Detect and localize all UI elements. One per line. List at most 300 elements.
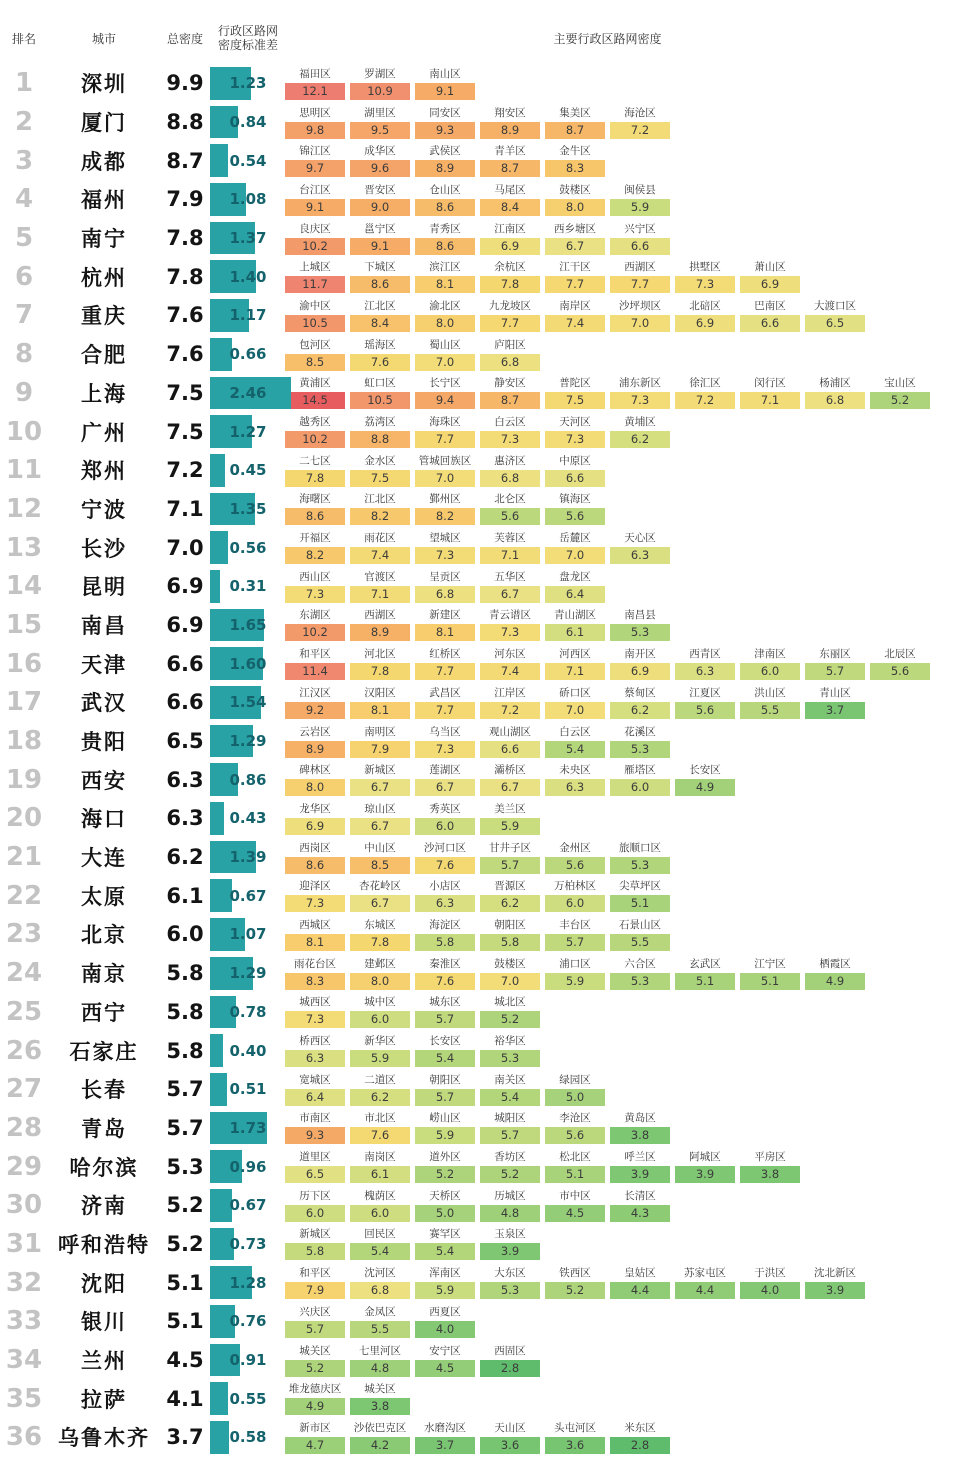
district-name: 万柏林区: [554, 880, 596, 893]
district-name: 南关区: [494, 1073, 526, 1086]
district-density-value: 6.8: [480, 354, 540, 371]
district-name: 江汉区: [299, 686, 331, 699]
district-cell: [545, 454, 605, 487]
column-header-rank: 排名: [11, 32, 36, 46]
district-density-value: 8.9: [415, 160, 475, 177]
district-density-value: 5.2: [415, 1166, 475, 1183]
district-name: 铁西区: [559, 1267, 591, 1280]
city-row: [0, 451, 972, 490]
district-name: 津南区: [754, 648, 786, 661]
district-name: 荔湾区: [364, 416, 396, 429]
district-density-value: 14.5: [285, 392, 345, 409]
district-name: 新城区: [299, 1228, 331, 1241]
total-density-value: 8.7: [166, 148, 204, 173]
district-cell: [545, 299, 605, 332]
total-density-value: 6.3: [166, 806, 204, 831]
district-name: 和平区: [299, 648, 331, 661]
district-name: 晋源区: [494, 880, 526, 893]
rank-number: 26: [5, 1035, 43, 1066]
district-density-value: 7.6: [415, 973, 475, 990]
rank-number: 23: [5, 919, 43, 950]
district-name: 同安区: [429, 106, 461, 119]
district-name: 呈贡区: [429, 570, 461, 583]
district-cell: [350, 570, 410, 603]
std-dev-value: 1.54: [229, 693, 267, 712]
std-header-line2: 密度标准差: [217, 38, 278, 52]
district-density-value: 7.2: [480, 702, 540, 719]
district-name: 六合区: [624, 957, 656, 970]
district-cell: [415, 1111, 475, 1144]
std-dev-value: 2.46: [229, 383, 267, 402]
city-name: 宁波: [81, 497, 127, 522]
district-name: 兴宁区: [624, 222, 656, 235]
city-row: [0, 644, 972, 683]
district-name: 城中区: [364, 996, 396, 1009]
city-name: 乌鲁木齐: [58, 1426, 150, 1451]
district-name: 江干区: [559, 261, 591, 274]
district-density-value: 7.0: [415, 470, 475, 487]
district-density-value: 6.7: [480, 586, 540, 603]
district-name: 萧山区: [754, 261, 786, 274]
district-density-value: 5.2: [285, 1360, 345, 1377]
district-cell: [285, 1150, 345, 1183]
district-name: 浦东新区: [619, 377, 661, 390]
district-list: [285, 1266, 865, 1299]
district-cell: [610, 299, 670, 332]
district-cell: [415, 222, 475, 255]
district-cell: [610, 879, 670, 912]
district-density-value: 5.1: [545, 1166, 605, 1183]
district-cell: [415, 1266, 475, 1299]
district-list: [285, 608, 670, 641]
district-density-value: 7.8: [480, 276, 540, 293]
district-list: [285, 1421, 670, 1454]
district-density-value: 9.5: [350, 122, 410, 139]
district-cell: [480, 802, 540, 835]
district-name: 美兰区: [494, 802, 526, 815]
district-name: 新华区: [364, 1035, 396, 1048]
district-density-value: 10.5: [350, 392, 410, 409]
std-dev-value: 0.54: [229, 151, 267, 170]
district-name: 北仑区: [494, 493, 526, 506]
district-cell: [285, 1073, 345, 1106]
district-cell: [610, 415, 670, 448]
district-density-value: 11.4: [285, 663, 345, 680]
district-cell: [285, 879, 345, 912]
city-name: 福州: [81, 188, 127, 213]
district-density-value: 8.6: [350, 276, 410, 293]
district-cell: [285, 183, 345, 216]
district-density-value: 5.5: [740, 702, 800, 719]
std-dev-bar-zone: [210, 722, 285, 761]
district-name: 黄岛区: [624, 1112, 656, 1125]
city-row: [0, 1341, 972, 1380]
district-cell: [415, 531, 475, 564]
district-cell: [350, 1266, 410, 1299]
district-name: 思明区: [299, 106, 331, 119]
district-name: 琼山区: [364, 802, 396, 815]
district-density-value: 3.9: [805, 1282, 865, 1299]
district-density-value: 6.7: [545, 238, 605, 255]
district-cell: [610, 1189, 670, 1222]
district-cell: [610, 686, 670, 719]
district-cell: [610, 1111, 670, 1144]
district-name: 城东区: [429, 996, 461, 1009]
district-name: 北辰区: [884, 648, 916, 661]
district-cell: [350, 1382, 410, 1415]
city-row: [0, 490, 972, 529]
district-density-value: 9.2: [285, 702, 345, 719]
rank-number: 22: [5, 880, 43, 911]
district-cell: [545, 725, 605, 758]
district-density-value: 6.2: [480, 895, 540, 912]
district-cell: [610, 106, 670, 139]
district-cell: [285, 299, 345, 332]
district-density-value: 7.3: [610, 392, 670, 409]
district-density-value: 6.1: [545, 624, 605, 641]
district-density-value: 8.3: [285, 973, 345, 990]
district-name: 沙依巴克区: [353, 1421, 407, 1434]
district-cell: [285, 338, 345, 371]
city-row: [0, 412, 972, 451]
district-density-value: 10.2: [285, 624, 345, 641]
district-list: [285, 338, 540, 371]
district-name: 鼓楼区: [494, 957, 526, 970]
district-name: 阿城区: [689, 1151, 721, 1164]
city-name: 长春: [81, 1078, 127, 1103]
std-dev-bar-zone: [210, 760, 285, 799]
district-density-value: 2.8: [480, 1360, 540, 1377]
std-dev-value: 1.60: [229, 654, 267, 673]
district-cell: [285, 415, 345, 448]
std-dev-value: 0.51: [229, 1080, 267, 1099]
district-name: 七里河区: [359, 1344, 401, 1357]
district-name: 芙蓉区: [494, 532, 526, 545]
district-cell: [415, 841, 475, 874]
total-density-value: 6.0: [166, 922, 204, 947]
district-cell: [350, 183, 410, 216]
city-name: 重庆: [81, 304, 127, 329]
district-name: 灞桥区: [494, 764, 526, 777]
district-density-value: 8.9: [285, 741, 345, 758]
district-list: [285, 1344, 540, 1377]
district-name: 沙河口区: [424, 841, 466, 854]
district-name: 沈北新区: [814, 1267, 856, 1280]
district-cell: [415, 647, 475, 680]
district-density-value: 8.6: [415, 199, 475, 216]
district-density-value: 6.0: [350, 1011, 410, 1028]
district-cell: [480, 1227, 540, 1260]
rank-number: 12: [5, 493, 43, 524]
district-density-value: 9.0: [350, 199, 410, 216]
district-name: 云岩区: [299, 725, 331, 738]
district-name: 市北区: [364, 1112, 396, 1125]
district-density-value: 9.6: [350, 160, 410, 177]
district-density-value: 7.4: [350, 547, 410, 564]
district-cell: [350, 1073, 410, 1106]
total-density-value: 6.6: [166, 651, 204, 676]
district-density-value: 4.5: [415, 1360, 475, 1377]
district-name: 玄武区: [689, 957, 721, 970]
district-cell: [285, 1266, 345, 1299]
district-name: 静安区: [494, 377, 526, 390]
rank-number: 8: [14, 339, 34, 370]
std-dev-value: 1.29: [229, 732, 267, 751]
district-name: 福田区: [299, 67, 331, 80]
district-cell: [545, 1111, 605, 1144]
district-name: 北碚区: [689, 299, 721, 312]
city-name: 成都: [81, 149, 127, 174]
district-density-value: 6.2: [610, 431, 670, 448]
district-cell: [415, 1073, 475, 1106]
district-list: [285, 299, 865, 332]
rank-number: 1: [14, 68, 34, 99]
table-header: [0, 0, 972, 64]
district-name: 晋安区: [364, 183, 396, 196]
district-density-value: 8.6: [285, 508, 345, 525]
district-name: 中原区: [559, 454, 591, 467]
district-density-value: 5.7: [545, 934, 605, 951]
district-name: 镇海区: [559, 493, 591, 506]
district-name: 硚口区: [559, 686, 591, 699]
std-dev-value: 0.78: [229, 1002, 267, 1021]
district-density-value: 12.1: [285, 83, 345, 100]
district-density-value: 5.2: [870, 392, 930, 409]
std-dev-value: 1.65: [229, 615, 267, 634]
district-density-value: 5.3: [610, 624, 670, 641]
std-dev-bar-zone: [210, 296, 285, 335]
district-name: 历下区: [299, 1189, 331, 1202]
district-density-value: 7.5: [350, 470, 410, 487]
district-density-value: 9.3: [415, 122, 475, 139]
district-name: 杏花岭区: [359, 880, 401, 893]
district-density-value: 7.4: [545, 315, 605, 332]
rank-number: 19: [5, 764, 43, 795]
district-cell: [285, 144, 345, 177]
district-name: 南明区: [364, 725, 396, 738]
district-cell: [805, 1266, 865, 1299]
district-density-value: 4.9: [675, 779, 735, 796]
district-cell: [285, 1034, 345, 1067]
district-list: [285, 531, 670, 564]
district-name: 拱墅区: [689, 261, 721, 274]
std-dev-value: 0.55: [229, 1389, 267, 1408]
city-row: [0, 683, 972, 722]
district-density-value: 9.1: [350, 238, 410, 255]
district-density-value: 4.4: [610, 1282, 670, 1299]
district-density-value: 8.6: [415, 238, 475, 255]
district-density-value: 4.3: [610, 1205, 670, 1222]
district-name: 鄞州区: [429, 493, 461, 506]
rank-number: 10: [5, 416, 43, 447]
rank-number: 25: [5, 996, 43, 1027]
district-name: 雨花台区: [294, 957, 336, 970]
district-cell: [350, 1189, 410, 1222]
district-name: 南昌县: [624, 609, 656, 622]
total-density-value: 5.7: [166, 1115, 204, 1140]
district-cell: [415, 570, 475, 603]
district-cell: [350, 1305, 410, 1338]
district-name: 尖草坪区: [619, 880, 661, 893]
total-density-value: 6.6: [166, 690, 204, 715]
total-density-value: 7.1: [166, 496, 204, 521]
rank-number: 32: [5, 1267, 43, 1298]
district-cell: [545, 415, 605, 448]
district-density-value: 8.0: [415, 315, 475, 332]
city-name: 深圳: [81, 72, 127, 97]
total-density-value: 7.8: [166, 264, 204, 289]
district-cell: [545, 763, 605, 796]
std-dev-value: 1.08: [229, 190, 267, 209]
district-name: 天心区: [624, 532, 656, 545]
city-row: [0, 141, 972, 180]
district-cell: [350, 376, 410, 409]
district-name: 浦口区: [559, 957, 591, 970]
district-density-value: 8.7: [480, 392, 540, 409]
district-cell: [415, 995, 475, 1028]
district-density-value: 4.5: [545, 1205, 605, 1222]
district-list: [285, 260, 800, 293]
district-name: 建邺区: [364, 957, 396, 970]
district-name: 朝阳区: [429, 1073, 461, 1086]
district-density-value: 3.7: [805, 702, 865, 719]
district-density-value: 8.4: [480, 199, 540, 216]
city-name: 沈阳: [81, 1271, 127, 1296]
city-row: [0, 954, 972, 993]
district-list: [285, 67, 475, 100]
district-density-value: 3.9: [675, 1166, 735, 1183]
district-cell: [480, 995, 540, 1028]
district-name: 回民区: [364, 1228, 396, 1241]
city-row: [0, 993, 972, 1032]
total-density-value: 5.1: [166, 1309, 204, 1334]
district-density-value: 5.7: [415, 1011, 475, 1028]
std-dev-bar-zone: [210, 1302, 285, 1341]
district-cell: [545, 222, 605, 255]
total-density-value: 7.9: [166, 187, 204, 212]
district-density-value: 6.5: [805, 315, 865, 332]
district-density-value: 6.0: [740, 663, 800, 680]
district-density-value: 7.3: [480, 624, 540, 641]
district-density-value: 6.9: [285, 818, 345, 835]
district-cell: [415, 454, 475, 487]
district-name: 杨浦区: [819, 377, 851, 390]
district-cell: [350, 1034, 410, 1067]
district-cell: [415, 1344, 475, 1377]
district-name: 西城区: [299, 918, 331, 931]
district-density-value: 5.9: [545, 973, 605, 990]
district-density-value: 7.5: [545, 392, 605, 409]
total-density-value: 8.8: [166, 110, 204, 135]
district-cell: [480, 1150, 540, 1183]
district-list: [285, 106, 670, 139]
rank-number: 3: [14, 145, 34, 176]
district-list: [285, 1189, 670, 1222]
district-density-value: 8.1: [415, 276, 475, 293]
district-cell: [350, 1344, 410, 1377]
district-name: 金凤区: [364, 1305, 396, 1318]
district-name: 江宁区: [754, 957, 786, 970]
district-cell: [350, 1421, 410, 1454]
district-density-value: 7.3: [285, 895, 345, 912]
district-name: 松北区: [559, 1151, 591, 1164]
district-name: 五华区: [494, 570, 526, 583]
district-density-value: 7.2: [610, 122, 670, 139]
district-list: [285, 995, 540, 1028]
district-density-value: 5.4: [350, 1243, 410, 1260]
district-density-value: 9.7: [285, 160, 345, 177]
city-row: [0, 335, 972, 374]
district-density-value: 5.0: [545, 1089, 605, 1106]
district-name: 裕华区: [494, 1035, 526, 1048]
district-name: 良庆区: [299, 222, 331, 235]
district-cell: [285, 995, 345, 1028]
district-cell: [480, 918, 540, 951]
city-name: 长沙: [81, 536, 127, 561]
district-density-value: 8.1: [285, 934, 345, 951]
district-name: 观山湖区: [489, 725, 531, 738]
district-cell: [480, 608, 540, 641]
city-row: [0, 1031, 972, 1070]
district-density-value: 8.0: [285, 779, 345, 796]
std-dev-bar-zone: [210, 1186, 285, 1225]
city-name: 南昌: [81, 613, 127, 638]
district-name: 长宁区: [429, 377, 461, 390]
district-name: 东丽区: [819, 648, 851, 661]
district-density-value: 7.0: [480, 973, 540, 990]
district-name: 红桥区: [429, 648, 461, 661]
district-cell: [480, 338, 540, 371]
std-dev-bar-zone: [210, 915, 285, 954]
district-density-value: 7.3: [415, 741, 475, 758]
city-name: 天津: [81, 652, 127, 677]
city-row: [0, 1379, 972, 1418]
district-name: 秀英区: [429, 802, 461, 815]
district-name: 黄浦区: [299, 377, 331, 390]
district-cell: [415, 686, 475, 719]
std-dev-bar-zone: [210, 374, 285, 413]
district-cell: [545, 1073, 605, 1106]
district-name: 越秀区: [299, 416, 331, 429]
city-row: [0, 1109, 972, 1148]
district-name: 巴南区: [754, 299, 786, 312]
std-dev-bar-zone: [210, 490, 285, 529]
district-cell: [480, 647, 540, 680]
city-row: [0, 1147, 972, 1186]
district-name: 洪山区: [754, 686, 786, 699]
district-cell: [480, 1034, 540, 1067]
district-density-value: 6.8: [350, 1282, 410, 1299]
district-density-value: 6.6: [740, 315, 800, 332]
district-cell: [480, 686, 540, 719]
district-name: 闵行区: [754, 377, 786, 390]
district-cell: [480, 763, 540, 796]
district-name: 崂山区: [429, 1112, 461, 1125]
district-density-value: 7.0: [415, 354, 475, 371]
district-density-value: 6.2: [350, 1089, 410, 1106]
district-cell: [350, 1150, 410, 1183]
district-density-value: 7.6: [415, 857, 475, 874]
rank-number: 4: [14, 184, 34, 215]
total-density-value: 5.8: [166, 999, 204, 1024]
district-name: 海珠区: [429, 416, 461, 429]
district-density-value: 6.6: [545, 470, 605, 487]
city-row: [0, 1070, 972, 1109]
district-density-value: 6.0: [415, 818, 475, 835]
district-cell: [350, 454, 410, 487]
district-name: 沙坪坝区: [619, 299, 661, 312]
district-cell: [415, 1227, 475, 1260]
